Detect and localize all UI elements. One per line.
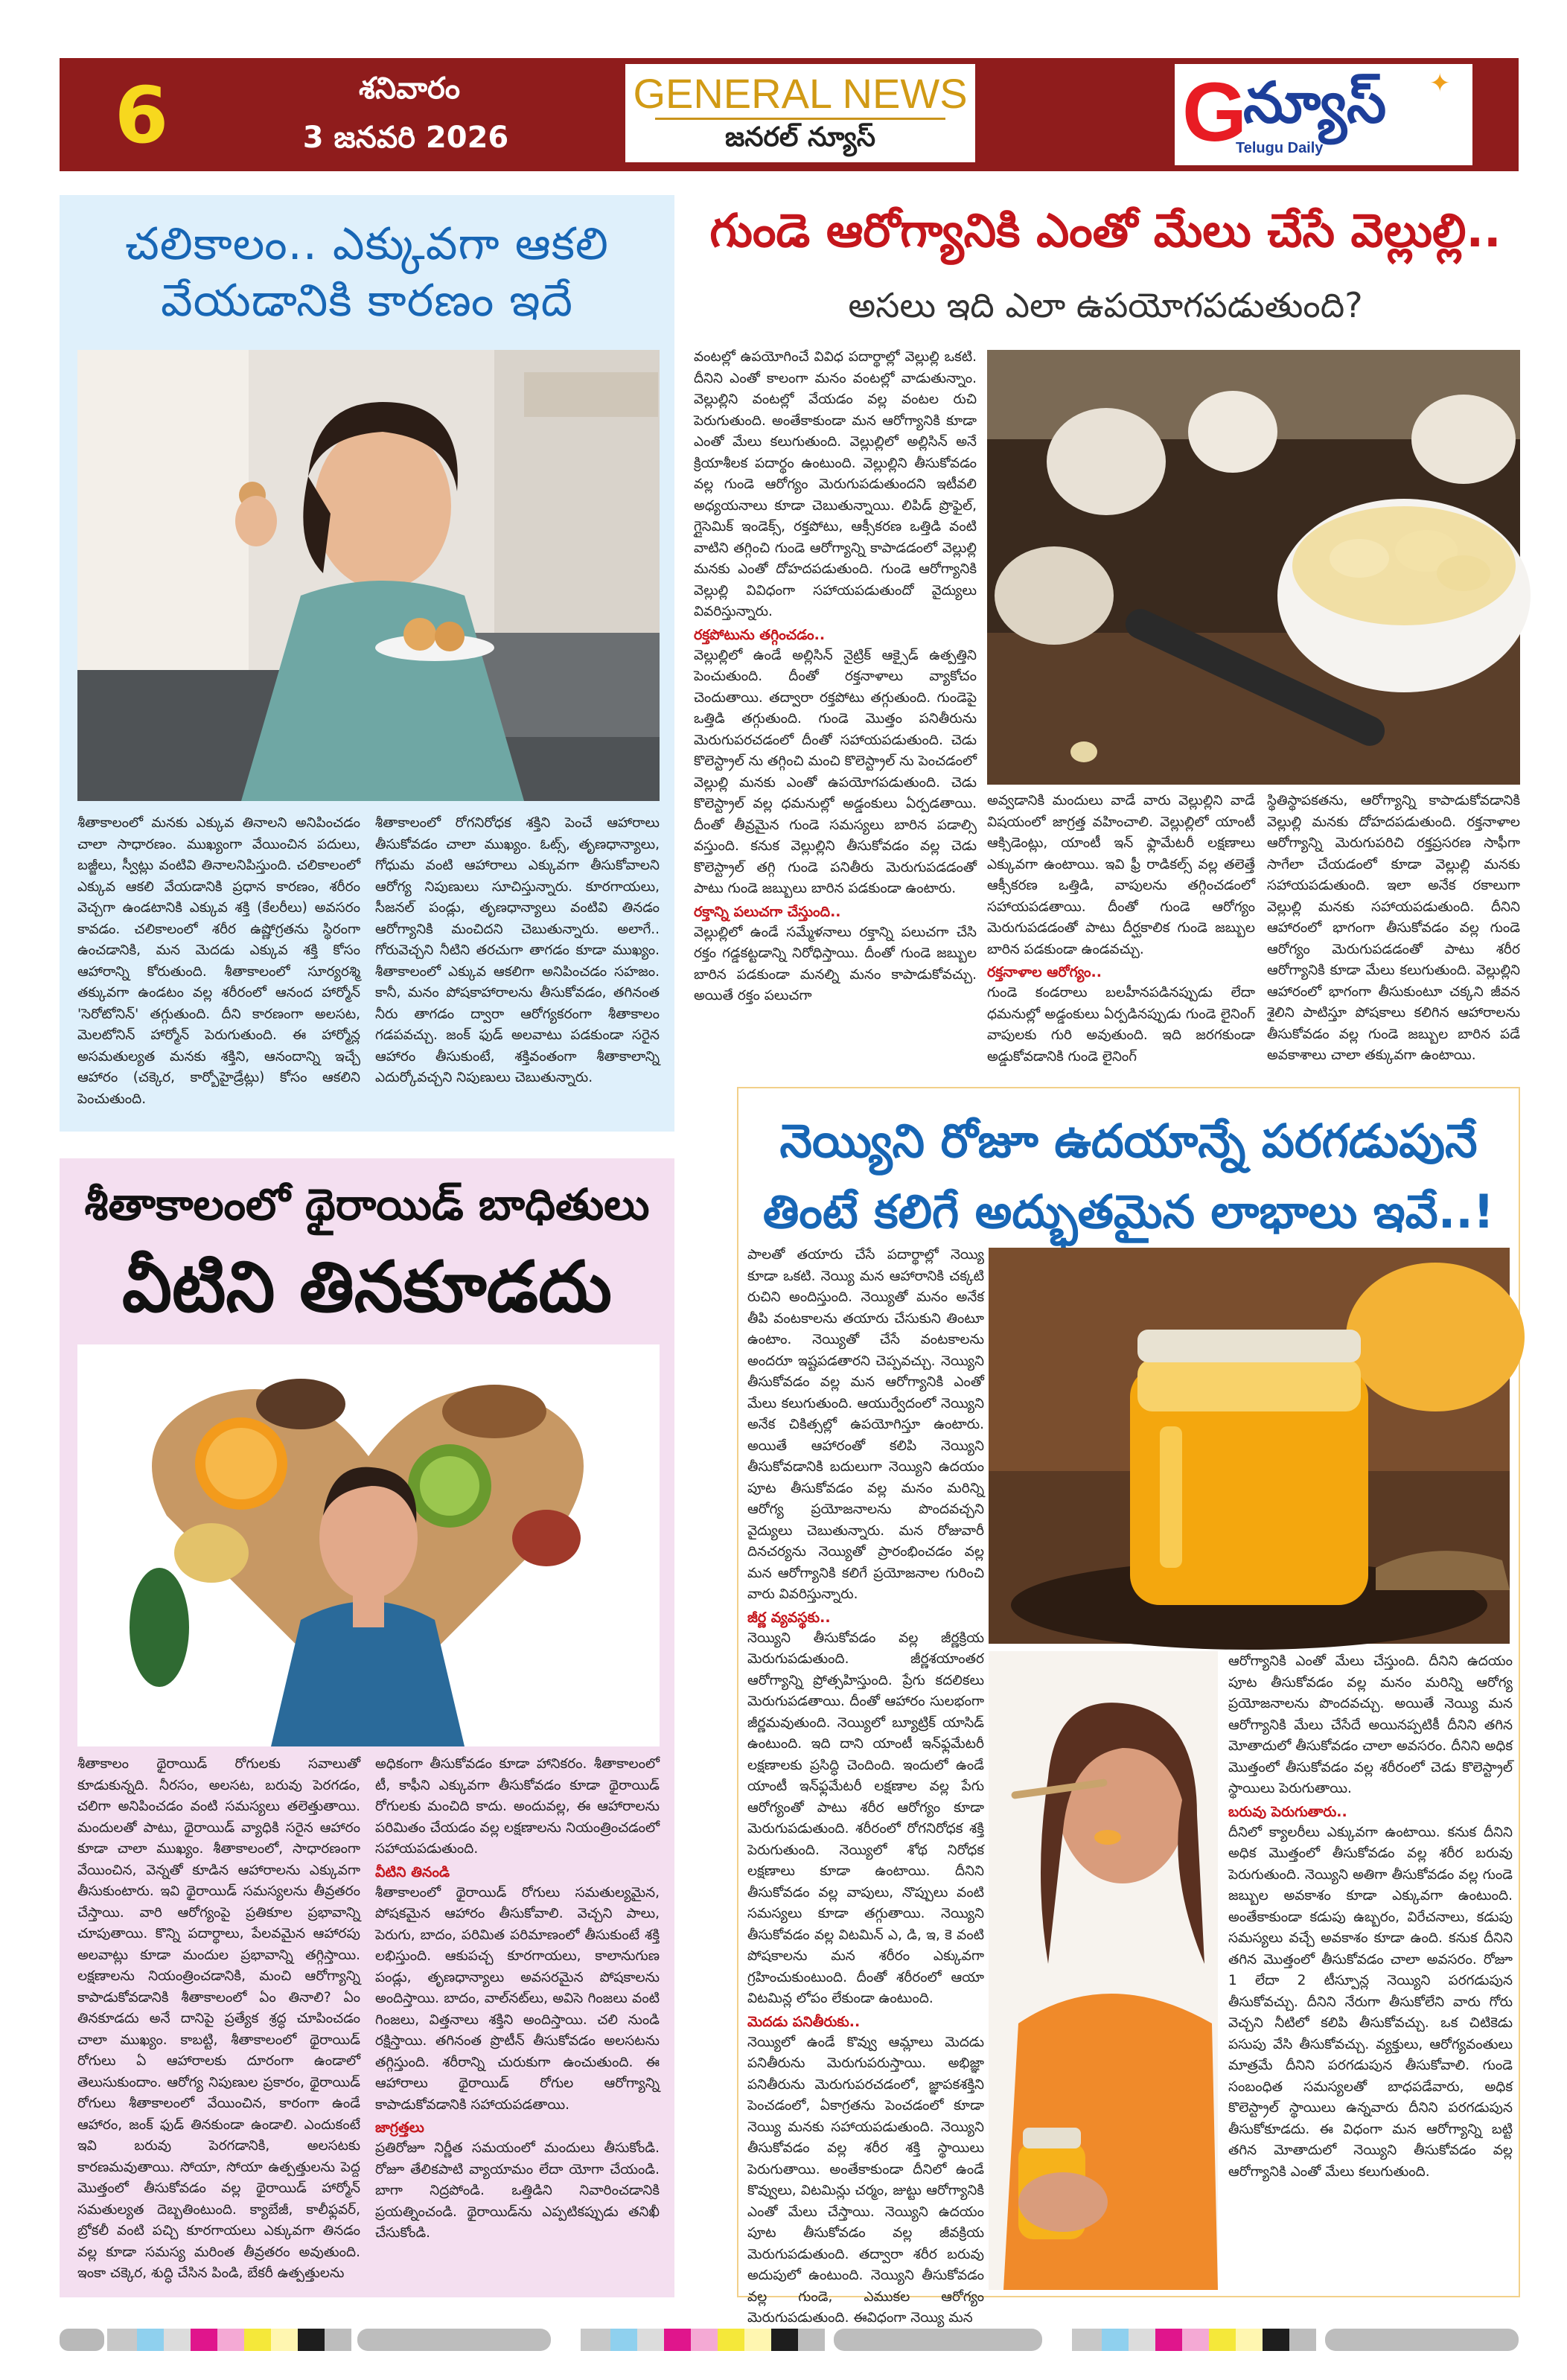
garlic-bowl-icon bbox=[987, 350, 1520, 785]
thyroid-col-2-a: అధికంగా తీసుకోవడం కూడా హానికరం. శీతాకాలంలో టీ, కాఫీని ఎక్కువగా తీసుకోవడం కూడా థైరాయిడ్ రోగులకు మంచిది కాదు. అందువల్ల, ఈ ఆహారాలను పరిమితం చేయడం వల్ల లక్షణాలను నియంత్రించడంలో సహాయపడుతుంది. bbox=[375, 1756, 660, 1857]
ghee-headline-1: నెయ్యిని రోజూ ఉదయాన్నే పరగడుపునే bbox=[779, 1114, 1478, 1168]
section-title-en: GENERAL NEWS bbox=[633, 70, 968, 117]
ghee-col-1-c: నెయ్యిలో ఉండే కొవ్వు ఆమ్లాలు మెదడు పనితీరును మెరుగుపరుస్తాయి. అభిజ్ఞా పనితీరును మెరుగుపరచడంలో, జ్ఞాపకశక్తిని పెంచడంలో, ఏకాగ్రతను పెంచడంలో కూడా నెయ్యి మనకు సహాయపడుతుంది. నెయ్యిని తీసుకోవడం వల్ల శరీర శక్తి స్థాయిలు పెరుగుతాయి. అంతేకాకుండా దీనిలో ఉండే కొవ్వులు, విటమిన్లు చర్మం, జుట్టు ఆరోగ్యానికి ఎంతో మేలు చేస్తాయి. నెయ్యిని ఉదయం పూట తీసుకోవడం వల్ల జీవక్రియ మెరుగుపడుతుంది. తద్వారా శరీర బరువు అదుపులో ఉంటుంది. నెయ్యిని తీసుకోవడం వల్ల గుండె, ఎముకల ఆరోగ్యం మెరుగుపడుతుంది. ఈవిధంగా నెయ్యి మన bbox=[747, 2034, 984, 2326]
winter-col-2-text: శీతాకాలంలో రోగనిరోధక శక్తిని పెంచే ఆహారాలు తీసుకోవడం చాలా ముఖ్యం. ఓట్స్, తృణధాన్యాలు, గోధుమ వంటి ఆహారాలు ఎక్కువగా తీసుకోవాలని ఆరోగ్య నిపుణులు సూచిస్తున్నారు. కూరగాయలు, సీజనల్ పండ్లు, తృణధాన్యాలు వంటివి తినడం ఆరోగ్యానికి మంచిదని చెబుతున్నారు. అలాగే.. గోరువెచ్చని నీటిని తరచుగా తాగడం కూడా ముఖ్యం. శీతాకాలంలో ఎక్కువ ఆకలిగా అనిపించడం సహజం. కానీ, మనం పోషకాహారాలను తీసుకోవడం, తగినంత నీరు తాగడం ద్వారా ఆరోగ్యకరంగా శీతాకాలం గడపవచ్చు. జంక్ ఫుడ్ అలవాటు పడకుండా సరైన ఆహారం తీసుకుంటే, శక్తివంతంగా శీతాకాలాన్ని ఎదుర్కోవచ్చని నిపుణులు చెబుతున్నారు. bbox=[375, 815, 660, 1085]
thyroid-col-2 bbox=[375, 1754, 660, 2290]
garlic-subheading-vessels: రక్తనాళాల ఆరోగ్యం.. bbox=[987, 964, 1102, 980]
winter-col-1-text: శీతాకాలంలో మనకు ఎక్కువ తినాలని అనిపించడం చాలా సాధారణం. ముఖ్యంగా వేయించిన పదులు, బజ్జీలు, స్వీట్లు వంటివి తినాలనిపిస్తుంది. చలికాలంలో ఎక్కువ ఆకలి వేయడానికి ప్రధాన కారణం, శరీరం వెచ్చగా ఉండటానికి ఎక్కువ శక్తి (కేలరీలు) అవసరం కావడం. చలికాలంలో శరీర ఉష్ణోగ్రతను స్థిరంగా ఉంచడానికి, మన మెదడు ఎక్కువ శక్తి కోసం ఆహారాన్ని కోరుతుంది. శీతాకాలంలో సూర్యరశ్మి తక్కువగా ఉండటం వల్ల శరీరంలో ఆనంద హార్మోన్ 'సెరోటోనిన్' తగ్గుతుంది. దీని కారణంగా అలసట, మెలటోనిన్ హార్మోన్ పెరుగుతుంది. ఈ హార్మోన్ల అసమతుల్యత మనకు శక్తిని, ఆనందాన్ని ఇచ్చే ఆహారం (చక్కెర, కార్బోహైడ్రేట్లు) కోసం ఆకలిని పెంచుతుంది. bbox=[77, 815, 360, 1107]
garlic-col-1-intro: వంటల్లో ఉపయోగించే వివిధ పదార్థాల్లో వెల్లుల్లి ఒకటి. దీనిని ఎంతో కాలంగా మనం వంటల్లో వాడుతున్నాం. వెల్లుల్లిని వంటల్లో వేయడం వల్ల వంటల రుచి పెరుగుతుంది. అంతేకాకుండా మన ఆరోగ్యానికి కూడా ఎంతో మేలు కలుగుతుంది. వెల్లుల్లిలో అల్లిసిన్ అనే క్రియాశీలక పదార్థం ఉంటుంది. వెల్లుల్లిని తీసుకోవడం వల్ల గుండె ఆరోగ్యం మెరుగుపడుతుందని ఇటీవలి అధ్యయనాలు కూడా చెబుతున్నాయి. లిపిడ్ ప్రొఫైల్, గ్లైసెమిక్ ఇండెక్స్, రక్తపోటు, ఆక్సీకరణ ఒత్తిడి వంటి వాటిని తగ్గించి గుండె ఆరోగ్యాన్ని కాపాడడంలో వెల్లుల్లి మనకు ఎంతో దోహదపడుతుంది. గుండె ఆరోగ్యానికి వెల్లుల్లి వివిధంగా సహాయపడుతుందో వైద్యులు వివరిస్తున్నారు. bbox=[694, 349, 977, 619]
winter-col-2 bbox=[375, 813, 660, 1124]
ghee-headline-2: తింటే కలిగే అద్భుతమైన లాభాలు ఇవే..! bbox=[762, 1184, 1495, 1239]
garlic-col-1 bbox=[694, 347, 977, 1068]
garlic-subheading-thin: రక్తాన్ని పలుచగా చేస్తుంది.. bbox=[694, 903, 841, 920]
logo-star-icon: ✦ bbox=[1429, 68, 1451, 98]
thyroid-subheading-care: జాగ్రత్తలు bbox=[375, 2119, 424, 2136]
garlic-col-3-text: స్థితిస్థాపకతను, ఆరోగ్యాన్ని కాపాడుకోవడానికి వెల్లుల్లి మనకు దోహదపడుతుంది. రక్తనాళాల ఆరోగ్యాన్ని మెరుగుపరిచి రక్తప్రసరణ సాఫీగా సాగేలా చేయడంలో కూడా వెల్లుల్లి మనకు సహాయపడుతుంది. ఇలా అనేక రకాలుగా వెల్లుల్లి మనకు సహాయపడుతుంది. దీనిని ఆహారంలో భాగంగా తీసుకోవడం వల్ల గుండె ఆరోగ్యం మెరుగుపడడంతో పాటు శరీర ఆరోగ్యానికి కూడా మేలు కలుగుతుంది. వెల్లుల్లిని ఆహారంలో భాగంగా తీసుకుంటూ చక్కని జీవన శైలిని పాటిస్తూ పోషకాలు కలిగిన ఆహారాలను తీసుకోవడం వల్ల గుండె జబ్బుల బారిన పడే అవకాశాలు చాలా తక్కువగా ఉంటాయి. bbox=[1267, 793, 1520, 1063]
garlic-col-1-mid: వెల్లుల్లిలో ఉండే అల్లిసిన్ నైట్రిక్ ఆక్సైడ్ ఉత్పత్తిని పెంచుతుంది. దీంతో రక్తనాళాలు వ్యాకోచం చెందుతాయి. తద్వారా రక్తపోటు తగ్గుతుంది. గుండెపై ఒత్తిడి తగ్గుతుంది. గుండె మొత్తం పనితీరును మెరుగుపరచడంలో దీంతో సహాయపడుతుంది. చెడు కొలెస్ట్రాల్ ను తగ్గించి మంచి కొలెస్ట్రాల్ ను పెంచడంలో వెల్లుల్లి మనకు ఎంతో ఉపయోగపడుతుంది. చెడు కొలెస్ట్రాల్ వల్ల ధమనుల్లో అడ్డంకులు ఏర్పడతాయి. దీంతో తీవ్రమైన గుండె సమస్యలు బారిన పడాల్సి వస్తుంది. కనుక వెల్లుల్లిని తీసుకోవడం వల్ల చెడు కొలెస్ట్రాల్ తగ్గి గుండె పనితీరు మెరుగుపడడంతో పాటు గుండె జబ్బులు బారిన పడకుండా ఉంటారు. bbox=[694, 647, 977, 896]
food-heart-icon bbox=[77, 1344, 660, 1746]
thyroid-headline-1: శీతాకాలంలో థైరాయిడ్ బాధితులు bbox=[84, 1179, 650, 1230]
garlic-col-3 bbox=[1267, 791, 1520, 1073]
date: 3 జనవరి 2026 bbox=[302, 121, 509, 155]
garlic-subheading-bp: రక్తపోటును తగ్గించడం.. bbox=[694, 626, 826, 643]
ghee-subheading-digest: జీర్ణ వ్యవస్థకు.. bbox=[747, 1609, 831, 1626]
section-divider bbox=[655, 118, 945, 120]
ghee-col-2-a: ఆరోగ్యానికి ఎంతో మేలు చేస్తుంది. దీనిని ఉదయం పూట తీసుకోవడం వల్ల మనం మరిన్ని ఆరోగ్య ప్రయోజనాలను పొందవచ్చు. అయితే నెయ్యి మన ఆరోగ్యానికి మేలు చేసేదే అయినప్పటికీ దీనిని తగిన మోతాదులో తీసుకోవడం చాలా అవసరం. దీనిని అధిక మొత్తంలో తీసుకోవడం వల్ల శరీరంలో చెడు కొలెస్ట్రాల్ స్థాయిలు పెరుగుతాయి. bbox=[1228, 1653, 1513, 1796]
ghee-col-1 bbox=[747, 1245, 984, 2326]
logo-text: న్యూస్ bbox=[1243, 69, 1387, 135]
woman-ghee-spoon-icon bbox=[989, 1651, 1218, 2290]
thyroid-col-2-b: శీతాకాలంలో థైరాయిడ్ రోగులు సమతుల్యమైన, పోషకమైన ఆహారం తీసుకోవాలి. వెచ్చని పాలు, పెరుగు, బాదం, పరిమిత పరిమాణంలో తీసుకుంటే శక్తి లభిస్తుంది. ఆకుపచ్చ కూరగాయలు, కాలానుగుణ పండ్లు, తృణధాన్యాలు అవసరమైన పోషకాలను అందిస్తాయి. బాదం, వాల్‌నట్‌లు, అవిసె గింజలు వంటి గింజలు, విత్తనాలు శక్తిని అందిస్తాయి. చలి నుండి రక్షిస్తాయి. తగినంత ప్రొటీన్ తీసుకోవడం అలసటను తగ్గిస్తుంది. శరీరాన్ని చురుకుగా ఉంచుతుంది. ఈ ఆహారాలు థైరాయిడ్ రోగుల ఆరోగ్యాన్ని కాపాడుకోవడానికి సహాయపడతాయి. bbox=[375, 1884, 660, 2113]
garlic-col-2-end: గుండె కండరాలు బలహీనపడినప్పుడు లేదా ధమనుల్లో అడ్డంకులు ఏర్పడినప్పుడు గుండె లైనింగ్ వాపులకు గురి అవుతుంది. ఇది జరగకుండా అడ్డుకోవడానికి గుండె లైనింగ్ bbox=[987, 985, 1255, 1065]
logo-letter: G bbox=[1182, 66, 1248, 159]
date-day: శనివారం bbox=[359, 71, 460, 106]
ghee-jar-icon bbox=[989, 1248, 1510, 1644]
ghee-col-2 bbox=[1228, 1651, 1513, 2290]
ghee-col-1-b: నెయ్యిని తీసుకోవడం వల్ల జీర్ణక్రియ మెరుగుపడుతుంది. జీర్ణశయాంతర ఆరోగ్యాన్ని ప్రోత్సహిస్తుంది. ప్రేగు కదలికలు మెరుగుపడతాయి. దీంతో ఆహారం సులభంగా జీర్ణమవుతుంది. నెయ్యిలో బ్యూట్రిక్ యాసిడ్ ఉంటుంది. ఇది దాని యాంటీ ఇన్‌ఫ్లమేటరీ లక్షణాలకు ప్రసిద్ధి చెందింది. ఇందులో ఉండే యాంటీ ఇన్‌ఫ్లమేటరీ లక్షణాల వల్ల పేగు ఆరోగ్యంతో పాటు శరీర ఆరోగ్యం కూడా మెరుగుపడుతుంది. శరీరంలో రోగనిరోధక శక్తి పెరుగుతుంది. నెయ్యిలో శోథ నిరోధక లక్షణాలు కూడా ఉంటాయి. దీనిని తీసుకోవడం వల్ల వాపులు, నొప్పులు వంటి సమస్యలు కూడా తగ్గుతాయి. నెయ్యిని తీసుకోవడం వల్ల విటమిన్ ఎ, డి, ఇ, కె వంటి పోషకాలను మన శరీరం ఎక్కువగా గ్రహించుకుంటుంది. దీంతో శరీరంలో ఆయా విటమిన్ల లోపం లేకుండా ఉంటుంది. bbox=[747, 1630, 984, 2006]
ghee-subheading-weight: బరువు పెరుగుతారు.. bbox=[1228, 1803, 1347, 1820]
section-title-te: జనరల్ న్యూస్ bbox=[724, 122, 876, 153]
thyroid-subheading-eat: వీటిని తినండి bbox=[375, 1863, 450, 1880]
garlic-col-1-end: వెల్లుల్లిలో ఉండే సమ్మేళనాలు రక్తాన్ని పలుచగా చేసి రక్తం గడ్డకట్టడాన్ని నిరోధిస్తాయి. దీంతో గుండె జబ్బుల బారిన పడకుండా మనల్ని మనం కాపాడుకోవచ్చు. అయితే రక్తం పలుచగా bbox=[694, 924, 977, 1004]
winter-col-1 bbox=[77, 813, 360, 1124]
thyroid-col-1 bbox=[77, 1754, 360, 2290]
woman-eating-icon bbox=[77, 350, 660, 801]
ghee-col-2-b: దీనిలో క్యాలరీలు ఎక్కువగా ఉంటాయి. కనుక దీనిని అధిక మొత్తంలో తీసుకోవడం వల్ల శరీర బరువు పెరుగుతుంది. నెయ్యిని అతిగా తీసుకోవడం వల్ల గుండె జబ్బుల అవకాశం కూడా ఎక్కువగా ఉంటుంది. అంతేకాకుండా కడుపు ఉబ్బరం, విరేచనాలు, కడుపు సమస్యలు వచ్చే అవకాశం కూడా ఉంది. కనుక దీనిని తగిన మొత్తంలో తీసుకోవడం చాలా అవసరం. రోజూ 1 లేదా 2 టీస్పూన్ల నెయ్యిని పరగడుపున తీసుకోవచ్చు. దీనిని నేరుగా తీసుకోలేని వారు గోరు వెచ్చని నీటిలో కలిపి తీసుకోవచ్చు. ఒక చిటికెడు పసుపు వేసి తీసుకోవచ్చు. వ్యక్తులు, ఆరోగ్యవంతులు మాత్రమే దీనిని పరగడుపున తీసుకోవాలి. గుండె సంబంధిత సమస్యలతో బాధపడేవారు, అధిక కొలెస్ట్రాల్ స్థాయిలు ఉన్నవారు దీనిని పరగడుపున తీసుకోకూడదు. ఈ విధంగా మన ఆరోగ్యాన్ని బట్టి తగిన మోతాదులో నెయ్యిని తీసుకోవడం వల్ల ఆరోగ్యానికి ఎంతో మేలు కలుగుతుంది. bbox=[1228, 1824, 1513, 2180]
winter-headline: చలికాలం.. ఎక్కువగా ఆకలి వేయడానికి కారణం ఇదే bbox=[125, 218, 609, 327]
ghee-col-1-a: పాలతో తయారు చేసే పదార్థాల్లో నెయ్యి కూడా ఒకటి. నెయ్యి మన ఆహారానికి చక్కటి రుచిని అందిస్తుంది. నెయ్యితో మనం అనేక తీపి వంటకాలను తయారు చేసుకుని తింటూ ఉంటాం. నెయ్యితో చేసే వంటకాలను అందరూ ఇష్టపడతారని చెప్పవచ్చు. నెయ్యిని తీసుకోవడం వల్ల మన ఆరోగ్యానికి ఎంతో మేలు కలుగుతుంది. ఆయుర్వేదంలో నెయ్యిని అనేక చికిత్సల్లో ఉపయోగిస్తూ ఉంటారు. అయితే ఆహారంతో కలిపి నెయ్యిని తీసుకోవడానికి బదులుగా నెయ్యిని ఉదయం పూట తీసుకోవడం వల్ల మనం మరిన్ని ఆరోగ్య ప్రయోజనాలను పొందవచ్చని వైద్యులు చెబుతున్నారు. మన రోజువారీ దినచర్యను నెయ్యితో ప్రారంభించడం వల్ల మన ఆరోగ్యానికి కలిగే ప్రయోజనాల గురించి వారు వివరిస్తున్నారు. bbox=[747, 1247, 984, 1602]
garlic-headline: గుండె ఆరోగ్యానికి ఎంతో మేలు చేసే వెల్లుల్లి.. bbox=[709, 203, 1501, 258]
garlic-col-2-text: అవ్వడానికి మందులు వాడే వారు వెల్లుల్లిని వాడే విషయంలో జాగ్రత్త వహించాలి. వెల్లుల్లిలో యాంటీ ఆక్సిడెంట్లు, యాంటీ ఇన్ ఫ్లామేటరీ లక్షణాలు ఎక్కువగా ఉంటాయి. ఇవి ఫ్రీ రాడికల్స్ వల్ల తలెత్తే ఆక్సీకరణ ఒత్తిడి, వాపులను తగ్గించడంలో సహాయపడతాయి. దీంతో గుండె ఆరోగ్యం మెరుగుపడడంతో పాటు దీర్ఘకాలిక గుండె జబ్బుల బారిన పడకుండా ఉండవచ్చు. bbox=[987, 793, 1255, 957]
thyroid-col-1-text: శీతాకాలం థైరాయిడ్ రోగులకు సవాలుతో కూడుకున్నది. నీరసం, అలసట, బరువు పెరగడం, చలిగా అనిపించడం వంటి సమస్యలు తలెత్తుతాయి. మందులతో పాటు, థైరాయిడ్ వ్యాధికి సరైన ఆహారం కూడా చాలా ముఖ్యం. శీతాకాలంలో, సాధారణంగా వేయించిన, వెన్నతో కూడిన ఆహారాలను ఎక్కువగా తీసుకుంటారు. ఇవి థైరాయిడ్ సమస్యలను తీవ్రతరం చేస్తాయి. వారి ఆరోగ్యంపై ప్రతికూల ప్రభావాన్ని చూపుతాయి. కొన్ని పదార్థాలు, పేలవమైన ఆహారపు అలవాట్లు కూడా మందుల ప్రభావాన్ని తగ్గిస్తాయి. లక్షణాలను నియంత్రించడానికి, మంచి ఆరోగ్యాన్ని కాపాడుకోవడానికి శీతాకాలంలో ఏం తినాలి? ఏం తినకూడదు అనే దానిపై ప్రత్యేక శ్రద్ధ చూపించడం చాలా ముఖ్యం. కాబట్టి, శీతాకాలంలో థైరాయిడ్ రోగులు ఏ ఆహారాలకు దూరంగా ఉండాలో తెలుసుకుందాం. ఆరోగ్య నిపుణుల ప్రకారం, థైరాయిడ్ రోగులు శీతాకాలంలో వేయించిన, కారంగా ఉండే ఆహారం, జంక్ ఫుడ్ తినకుండా ఉండాలి. ఎందుకంటే ఇవి బరువు పెరగడానికి, అలసటకు కారణమవుతాయి. సోయా, సోయా ఉత్పత్తులను పెద్ద మొత్తంలో తీసుకోవడం వల్ల థైరాయిడ్ హార్మోన్ సమతుల్యత దెబ్బతింటుంది. క్యాబేజీ, కాలీఫ్లవర్, బ్రోకలీ వంటి పచ్చి కూరగాయలు ఎక్కువగా తినడం వల్ల కూడా సమస్య మరింత తీవ్రతరం అవుతుంది. ఇంకా చక్కెర, శుద్ధి చేసిన పిండి, బేకరీ ఉత్పత్తులను bbox=[77, 1756, 360, 2281]
garlic-col-2 bbox=[987, 791, 1255, 1073]
print-registration-bar bbox=[60, 2327, 1519, 2352]
garlic-subhead: అసలు ఇది ఎలా ఉపయోగపడుతుంది? bbox=[848, 285, 1363, 325]
thyroid-col-2-c: ప్రతిరోజూ నిర్ణీత సమయంలో మందులు తీసుకోండి. రోజూ తేలికపాటి వ్యాయామం లేదా యోగా చేయండి. బాగా నిద్రపోండి. ఒత్తిడిని నివారించడానికి ప్రయత్నించండి. థైరాయిడ్‌ను ఎప్పటికప్పుడు తనిఖీ చేసుకోండి. bbox=[375, 2140, 660, 2241]
thyroid-headline-2: వీటిని తినకూడదు bbox=[122, 1247, 612, 1328]
logo-tagline: Telugu Daily bbox=[1236, 140, 1324, 156]
ghee-subheading-brain: మెదడు పనితీరుకు.. bbox=[747, 2013, 861, 2030]
page-number: 6 bbox=[114, 70, 169, 161]
